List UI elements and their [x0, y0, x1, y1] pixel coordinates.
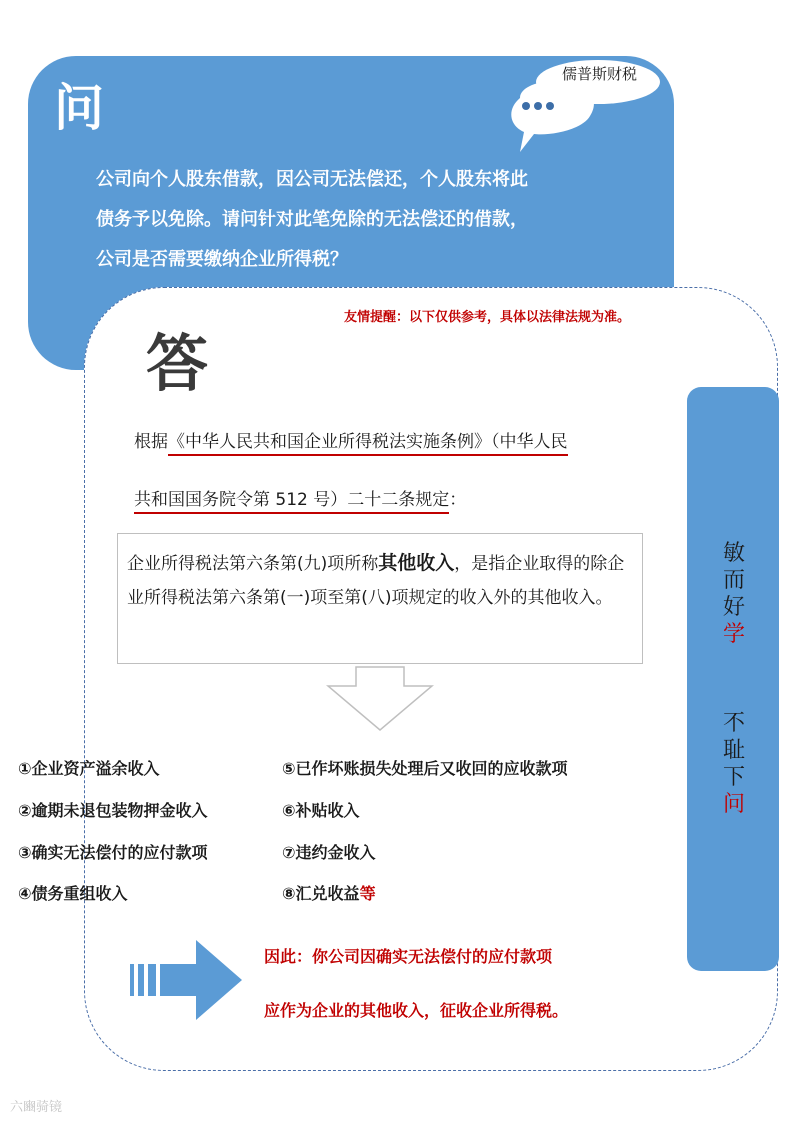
motto-char: 不: [722, 711, 745, 736]
quote-emphasis: 其他收入: [378, 552, 455, 574]
right-arrow-icon: [130, 938, 244, 1022]
items-etc: 等: [359, 884, 376, 903]
basis-line-2: [134, 486, 466, 514]
question-line: 公司向个人股东借款，因公司无法偿还，个人股东将此: [96, 169, 528, 190]
answer-heading: 答: [146, 327, 209, 400]
conclusion-line: 因此：你公司因确实无法偿付的应付款项: [264, 947, 553, 966]
motto-char: 问: [722, 792, 745, 817]
watermark: 六豳骑镜: [10, 1100, 63, 1115]
motto-first: [719, 540, 749, 648]
income-item: ④债务重组收入: [18, 884, 128, 903]
income-item: ②逾期未退包装物押金收入: [18, 801, 208, 820]
income-item: ③确实无法偿付的应付款项: [18, 843, 208, 862]
income-item: ⑧汇兑收益: [282, 884, 360, 903]
income-item: ⑦违约金收入: [282, 843, 376, 862]
income-item: ①企业资产溢余收入: [18, 759, 160, 778]
question-line: 债务予以免除。请问针对此笔免除的无法偿还的借款，: [96, 209, 528, 230]
brand-label: 儒普斯财税: [562, 65, 638, 83]
basis-colon: ：: [449, 490, 467, 510]
basis-line-1: [134, 428, 568, 456]
question-heading: 问: [54, 79, 104, 137]
question-line: 公司是否需要缴纳企业所得税？: [96, 249, 348, 270]
law-title: 《中华人民共和国企业所得税法实施条例》（中华人民: [168, 432, 568, 456]
quote-text: [127, 546, 637, 615]
down-arrow-icon: [326, 666, 434, 732]
basis-prefix: 根据: [134, 432, 168, 452]
motto-char: 敏: [722, 541, 745, 566]
income-item: ⑥补贴收入: [282, 801, 360, 820]
law-decree: 共和国国务院令第 512 号）二十二条规定: [134, 490, 449, 514]
motto-second: [719, 710, 749, 818]
motto-panel: [687, 387, 779, 971]
question-text: [96, 160, 636, 280]
reminder-note: 友情提醒：以下仅供参考，具体以法律法规为准。: [344, 310, 631, 325]
conclusion-line: 应作为企业的其他收入，征收企业所得税。: [264, 1001, 569, 1020]
quote-before: 企业所得税法第六条第(九)项所称: [127, 554, 379, 574]
income-item-last: [282, 883, 376, 905]
quote-after: ，是指企业取得的除企业所得税法第六条第(一)项至第(八)项规定的收入外的其他收入。: [127, 554, 625, 608]
motto-char: 好: [722, 595, 745, 620]
income-item: ⑤已作坏账损失处理后又收回的应收款项: [282, 759, 568, 778]
motto-char: 耻: [722, 738, 745, 763]
motto-char: 而: [722, 568, 745, 593]
motto-char: 下: [722, 765, 745, 790]
motto-char: 学: [722, 622, 745, 647]
